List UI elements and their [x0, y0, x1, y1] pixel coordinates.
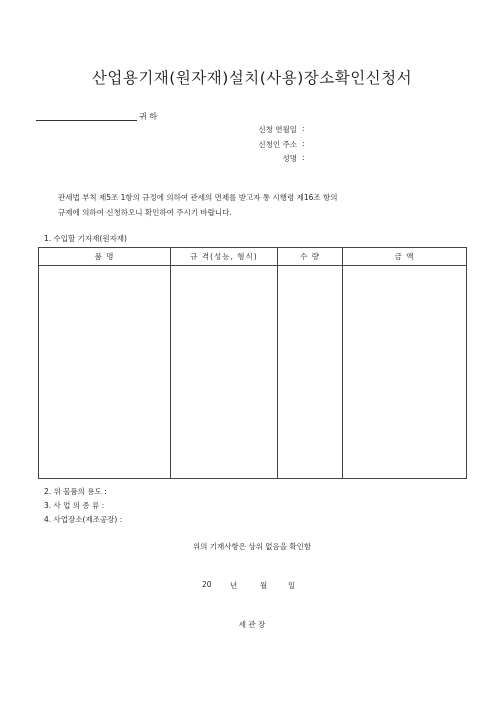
section-3-business-type: 3. 사 업 의 종 류 : — [44, 501, 105, 510]
date-day-unit: 일 — [288, 581, 296, 590]
request-paragraph-line1: 관세법 부칙 제5조 1항의 규정에 의하여 관세의 면제를 받고자 통 시행령 제16조 항의 — [58, 193, 338, 202]
items-table-body-row — [39, 266, 467, 479]
date-month-unit: 월 — [260, 581, 268, 590]
cell-amount[interactable] — [343, 266, 467, 479]
section-2-usage: 2. 위 물품의 용도 : — [44, 487, 107, 496]
document-title: 산업용기재(원자재)설치(사용)장소확인신청서 — [91, 69, 413, 87]
cell-specification[interactable] — [171, 266, 278, 479]
request-paragraph-line2: 규제에 의하여 신청하오니 확인하여 주시기 바랍니다. — [58, 208, 232, 217]
applicant-colon: : — [302, 124, 305, 133]
customs-director-signature: 세 관 장 — [238, 620, 266, 629]
date-year-unit: 년 — [230, 581, 238, 590]
applicant-colon: : — [302, 153, 305, 162]
header-amount: 금 액 — [343, 248, 467, 266]
applicant-colon: : — [302, 139, 305, 148]
header-item-name: 품 명 — [39, 248, 171, 266]
confirmation-statement: 위의 기재사항은 상위 없음을 확인함 — [192, 542, 312, 551]
header-quantity: 수 량 — [278, 248, 343, 266]
items-table-header-row — [39, 248, 467, 266]
items-table — [38, 247, 467, 479]
header-specification: 규 격(성능, 형식) — [171, 248, 278, 266]
date-line — [0, 580, 504, 594]
cell-quantity[interactable] — [278, 266, 343, 479]
cell-item-name[interactable] — [39, 266, 171, 479]
applicant-label: 신청 연월일 — [258, 125, 297, 134]
applicant-label: 성명 — [282, 154, 297, 163]
date-year-prefix: 20 — [202, 580, 212, 589]
addressee-suffix: 귀 하 — [139, 112, 157, 121]
addressee-blank-line — [36, 120, 137, 121]
section-1-heading: 1. 수입할 기자재(원자재) — [44, 234, 127, 243]
section-4-business-location: 4. 사업장소(제조공장) : — [44, 515, 123, 524]
applicant-label: 신청인 주소 — [258, 140, 297, 149]
